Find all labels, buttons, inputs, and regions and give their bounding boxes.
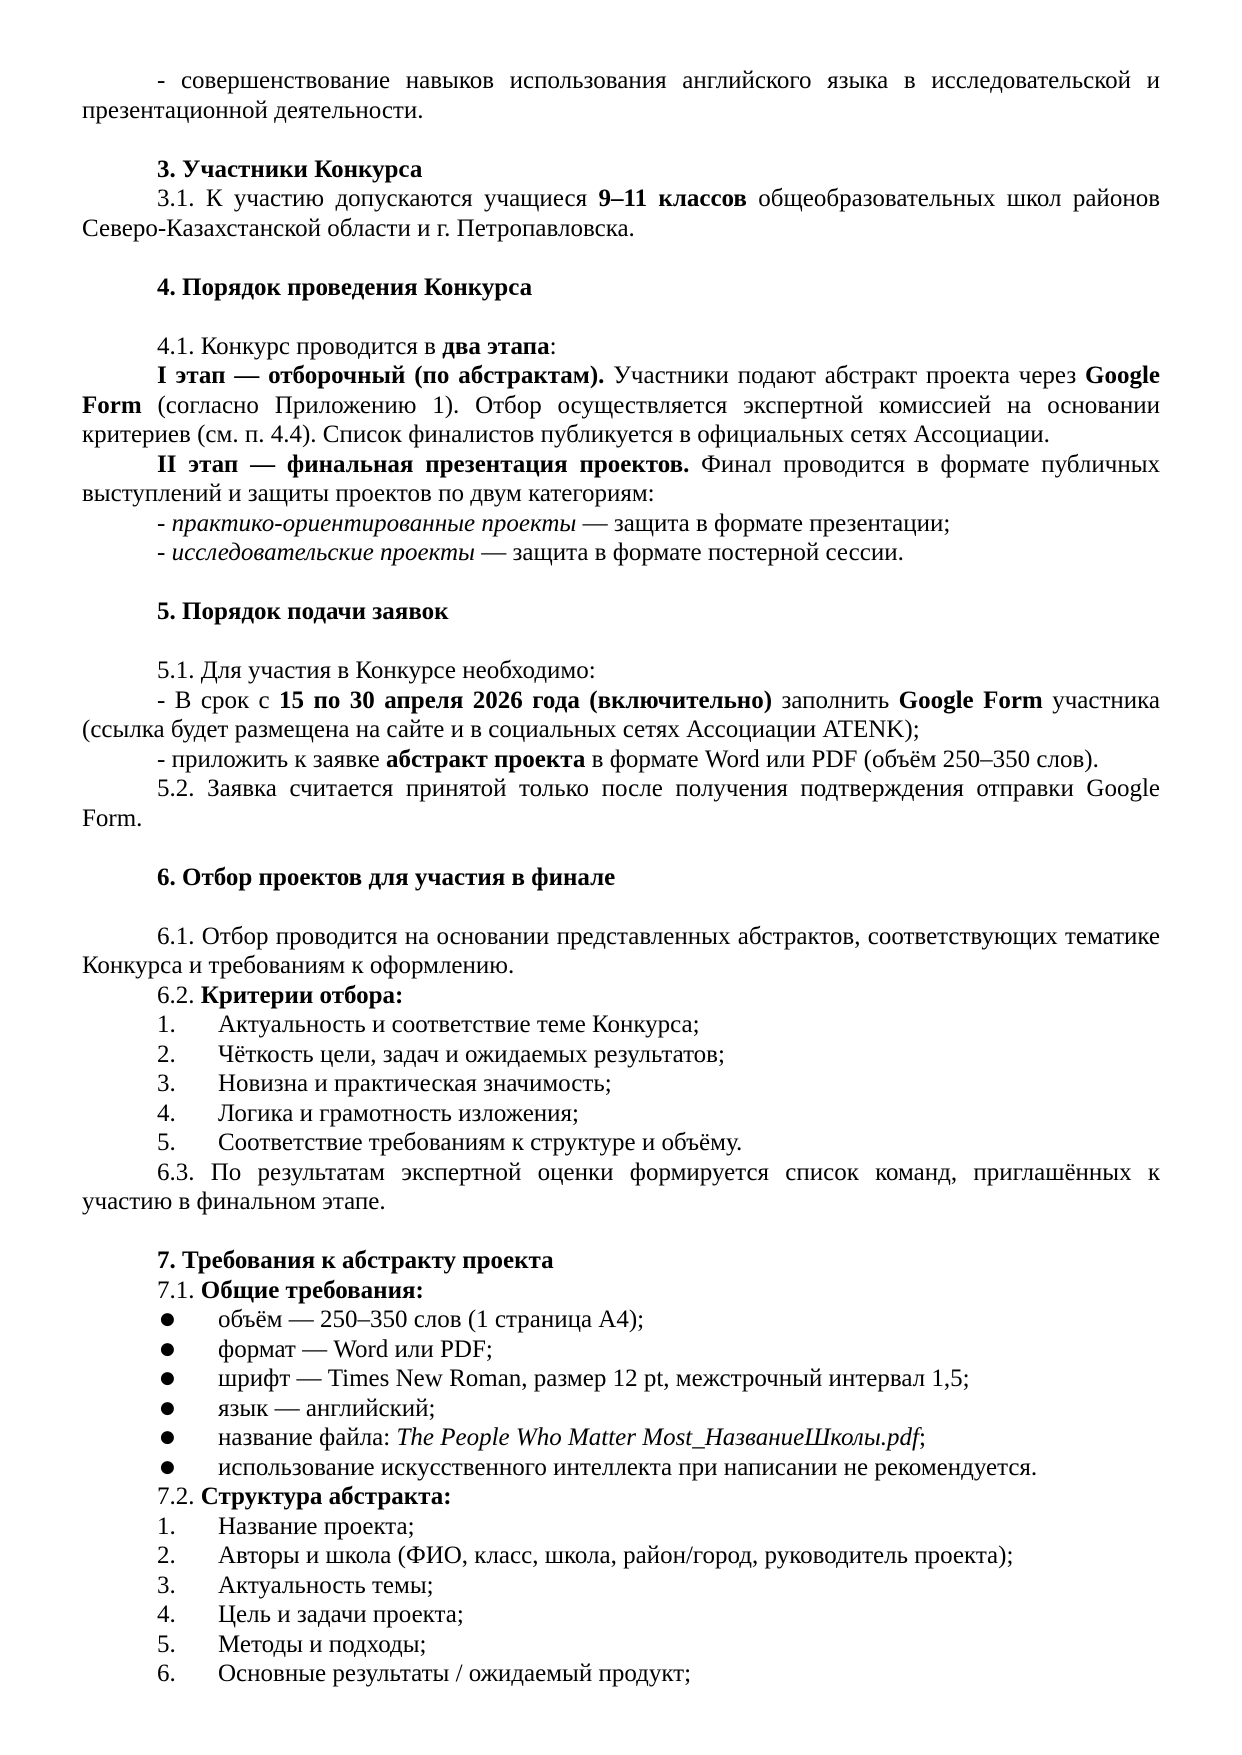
list-item xyxy=(82,1512,1160,1542)
text-run: - В срок с xyxy=(157,686,280,714)
paragraph-4-1 xyxy=(82,332,1160,362)
paragraph-attach xyxy=(82,745,1160,775)
text-run-bold: II этап — финальная презентация проектов. xyxy=(157,450,690,478)
paragraph-6-2 xyxy=(82,981,1160,1011)
list-item-text: Чёткость цели, задач и ожидаемых результатов; xyxy=(218,1040,725,1068)
list-item-text: Актуальность темы; xyxy=(218,1571,434,1599)
text-run-bold: Общие требования: xyxy=(200,1276,424,1304)
blank-line xyxy=(82,833,1160,863)
list-item xyxy=(82,1040,1160,1070)
text-run: - xyxy=(157,539,172,566)
text-run: — защита в формате постерной сессии. xyxy=(474,539,904,566)
text-run: Участники подают абстракт проекта через xyxy=(604,362,1085,389)
list-number: 3. xyxy=(157,1070,176,1097)
list-item xyxy=(82,1600,1160,1630)
blank-line xyxy=(82,1217,1160,1247)
text-run-bold: Google Form xyxy=(898,686,1043,714)
blank-line xyxy=(82,892,1160,922)
bullet-item xyxy=(82,1305,1160,1335)
bullet-item-text: язык — английский; xyxy=(218,1394,436,1422)
bullet-item-text: шрифт — Times New Roman, размер 12 pt, межстрочный интервал 1,5; xyxy=(218,1365,970,1392)
bullet-item-text: ; xyxy=(918,1424,926,1451)
paragraph-deadline xyxy=(82,686,1160,745)
list-item xyxy=(82,1541,1160,1571)
bullet-item-text: объём — 250–350 слов (1 страница А4); xyxy=(218,1306,645,1333)
bullet-item xyxy=(82,1335,1160,1365)
bullet-item-text: формат — Word или PDF; xyxy=(218,1335,493,1363)
list-item-text: Актуальность и соответствие теме Конкурса; xyxy=(218,1011,700,1038)
list-item xyxy=(82,1630,1160,1660)
text-run-bold: 9–11 классов xyxy=(598,185,747,212)
text-run: 6.2. xyxy=(157,981,201,1009)
bullet-item-text: использование искусственного интеллекта при написании не рекомендуется. xyxy=(218,1453,1038,1481)
text-run-bold: абстракт проекта xyxy=(385,745,586,773)
text-run: - приложить к заявке xyxy=(157,745,386,773)
list-item-text: Авторы и школа (ФИО, класс, школа, район/город, руководитель проекта); xyxy=(218,1542,1014,1569)
text-run-bold: I этап — отборочный (по абстрактам). xyxy=(157,362,605,389)
blank-line xyxy=(82,125,1160,155)
paragraph-7-1 xyxy=(82,1276,1160,1306)
text-run: 6.3. По результатам экспертной оценки формируется список команд, приглашённых к участию в финальном этапе. xyxy=(82,1158,1160,1215)
list-item-text: Логика и грамотность изложения; xyxy=(218,1099,579,1127)
list-item-text: Соответствие требованиям к структуре и объёму. xyxy=(218,1129,743,1156)
text-run: общеобразовательных школ районов Северо-Казахстанской области и г. Петропавловска. xyxy=(82,185,1160,242)
text-run-bold: Структура абстракта: xyxy=(200,1483,452,1510)
text-run-bold: 15 по 30 апреля 2026 года (включительно) xyxy=(279,686,773,714)
text-run: участника (ссылка будет размещена на сайте и в социальных сетях Ассоциации ATENK); xyxy=(82,686,1161,743)
bullet-item xyxy=(82,1423,1160,1453)
blank-line xyxy=(82,627,1160,657)
list-number: 2. xyxy=(157,1040,176,1068)
list-item-text: Основные результаты / ожидаемый продукт; xyxy=(218,1660,692,1687)
text-run: Финал проводится в формате публичных выступлений и защиты проектов по двум категориям: xyxy=(82,450,1161,507)
list-number: 5. xyxy=(157,1630,176,1658)
text-run: 3.1. К участию допускаются учащиеся xyxy=(157,185,599,212)
list-number: 5. xyxy=(157,1129,176,1156)
paragraph-stage-2 xyxy=(82,450,1160,509)
text-run: заполнить xyxy=(772,686,899,714)
bullet-item xyxy=(82,1364,1160,1394)
text-run-italic: практико-ориентированные проекты xyxy=(171,509,577,537)
list-number: 4. xyxy=(157,1601,176,1628)
bullet-icon: ● xyxy=(160,1338,175,1359)
bullet-icon: ● xyxy=(160,1368,175,1388)
bullet-item-text: название файла: xyxy=(218,1424,397,1451)
file-name-italic: The People Who Matter Most_НазваниеШколы.pdf xyxy=(396,1424,919,1451)
list-item xyxy=(82,1659,1160,1689)
list-number: 3. xyxy=(157,1571,176,1599)
list-item xyxy=(82,1099,1160,1129)
list-item xyxy=(82,1571,1160,1601)
bullet-icon: ● xyxy=(160,1397,175,1418)
text-run: 5.1. Для участия в Конкурсе необходимо: xyxy=(157,657,596,684)
text-run: 4.1. Конкурс проводится в xyxy=(157,332,443,360)
list-item-text: Цель и задачи проекта; xyxy=(218,1601,464,1628)
list-item xyxy=(82,1128,1160,1158)
section-4-heading: 4. Порядок проведения Конкурса xyxy=(157,273,533,301)
section-7-heading: 7. Требования к абстракту проекта xyxy=(157,1247,554,1274)
list-item-text: Новизна и практическая значимость; xyxy=(218,1070,612,1097)
text-run-italic: исследовательские проекты xyxy=(171,539,475,566)
list-number: 4. xyxy=(157,1099,176,1127)
list-number: 2. xyxy=(157,1542,176,1569)
text-run: 5.2. Заявка считается принятой только после получения подтверждения отправки Google Form. xyxy=(82,775,1160,832)
text-run: (согласно Приложению 1). Отбор осуществляется экспертной комиссией на основании критериев (см. п. 4.4). Список финалистов публикуется в официальных сетях Ассоциации. xyxy=(82,391,1160,448)
bullet-icon: ● xyxy=(160,1456,175,1477)
text-run-bold: Критерии отбора: xyxy=(200,981,404,1009)
text-run-bold: Google Form xyxy=(82,362,1160,419)
text-run-bold: два этапа xyxy=(442,332,550,360)
list-item xyxy=(82,1069,1160,1099)
list-number: 1. xyxy=(157,1011,176,1038)
section-6-heading: 6. Отбор проектов для участия в финале xyxy=(157,863,616,891)
text-run: : xyxy=(549,332,557,360)
text-run: - xyxy=(157,509,172,537)
blank-line xyxy=(82,568,1160,598)
paragraph-5-2 xyxy=(82,774,1160,833)
bullet-item xyxy=(82,1453,1160,1483)
paragraph-6-3 xyxy=(82,1158,1160,1217)
paragraph-stage-1 xyxy=(82,361,1160,450)
blank-line xyxy=(82,243,1160,273)
text-run: — защита в формате презентации; xyxy=(576,509,951,537)
section-3-heading: 3. Участники Конкурса xyxy=(157,155,423,183)
list-item-text: Название проекта; xyxy=(218,1512,415,1540)
text-run: 6.1. Отбор проводится на основании представленных абстрактов, соответствующих тематике Конкурса и требованиям к оформлению. xyxy=(82,922,1160,979)
list-number: 6. xyxy=(157,1660,176,1687)
bullet-icon: ● xyxy=(160,1309,175,1329)
paragraph-category-2 xyxy=(82,538,1160,568)
paragraph-5-1 xyxy=(82,656,1160,686)
text-run: 7.1. xyxy=(157,1276,201,1304)
paragraph-6-1 xyxy=(82,922,1160,981)
paragraph-3-1 xyxy=(82,184,1160,243)
blank-line xyxy=(82,302,1160,332)
paragraph-category-1 xyxy=(82,509,1160,539)
bullet-icon: ● xyxy=(160,1427,175,1447)
paragraph-7-2 xyxy=(82,1482,1160,1512)
text-run: в формате Word или PDF (объём 250–350 слов). xyxy=(585,745,1099,773)
list-number: 1. xyxy=(157,1512,176,1540)
list-item xyxy=(82,1010,1160,1040)
paragraph-intro xyxy=(82,66,1160,125)
bullet-item xyxy=(82,1394,1160,1424)
section-5-heading: 5. Порядок подачи заявок xyxy=(157,598,449,625)
list-item-text: Методы и подходы; xyxy=(218,1630,427,1658)
text-run: - совершенствование навыков использования английского языка в исследовательской и презентационной деятельности. xyxy=(82,67,1160,124)
text-run: 7.2. xyxy=(157,1483,201,1510)
